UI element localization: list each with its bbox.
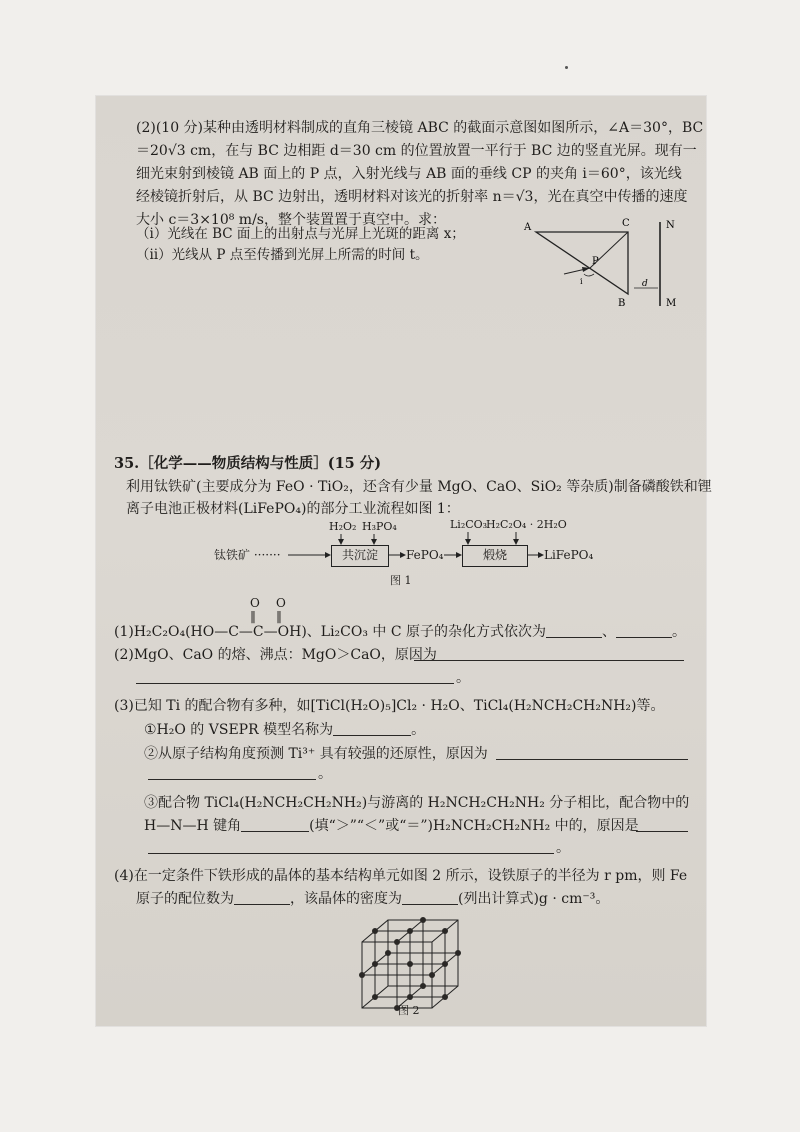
q3a-stem: ①H₂O 的 VSEPR 模型名称为 bbox=[144, 722, 334, 738]
p2-line-5: 大小 c＝3×10⁸ m/s，整个装置置于真空中。求： bbox=[136, 212, 446, 228]
flow-box-calcine: 煅烧 bbox=[462, 545, 528, 567]
crystal-cell-figure bbox=[352, 914, 472, 1014]
p35-header: 35.［化学——物质结构与性质］(15 分) bbox=[114, 455, 382, 472]
flow-lifepo4: LiFePO₄ bbox=[544, 548, 594, 562]
q4-stem-b: ，该晶体的密度为 bbox=[290, 891, 402, 907]
label-A: A bbox=[524, 222, 532, 233]
speck bbox=[565, 66, 568, 69]
flow-reagent-h3po4: H₃PO₄ bbox=[362, 520, 397, 533]
q3b-stem: ②从原子结构角度预测 Ti³⁺ 具有较强的还原性，原因为 bbox=[144, 746, 488, 762]
struct-bond2: ‖ bbox=[276, 609, 282, 623]
q1-separator: 、 bbox=[602, 624, 617, 640]
flow-reagent-li2co3: Li₂CO₃ bbox=[450, 518, 488, 531]
q3c-answer-line-1[interactable] bbox=[636, 831, 688, 832]
label-P: P bbox=[592, 256, 599, 267]
q3a-answer[interactable] bbox=[333, 721, 411, 736]
flow-reagent-oxalic: H₂C₂O₄ · 2H₂O bbox=[486, 518, 567, 531]
q3c-stem-a: H—N—H 键角 bbox=[144, 818, 242, 834]
flow-box-coprecipitate: 共沉淀 bbox=[331, 545, 389, 567]
q3-text: (3)已知 Ti 的配合物有多种，如[TiCl(H₂O)₅]Cl₂ · H₂O、TiCl₄(H₂NCH₂CH₂NH₂)等。 bbox=[114, 698, 665, 714]
q2-text bbox=[114, 645, 437, 665]
q3c-line-2 bbox=[144, 816, 639, 836]
q1-answer-2[interactable] bbox=[616, 623, 672, 638]
q3b-answer-line-2[interactable] bbox=[148, 779, 316, 780]
q4-stem-c: (列出计算式)g · cm⁻³。 bbox=[458, 891, 610, 907]
q1-text bbox=[114, 622, 686, 642]
label-M: M bbox=[666, 298, 677, 309]
p2-line-3: 细光束射到棱镜 AB 面上的 P 点，入射光线与 AB 面的垂线 CP 的夹角 i＝60°，该光线 bbox=[136, 166, 682, 182]
label-B: B bbox=[618, 298, 626, 309]
fig1-caption: 图 1 bbox=[390, 574, 412, 587]
p2-line-4: 经棱镜折射后，从 BC 边射出，透明材料对该光的折射率 n＝√3，光在真空中传播的速度 bbox=[136, 189, 688, 205]
q2-end: 。 bbox=[456, 670, 470, 686]
q4-line-2 bbox=[136, 889, 609, 909]
q4-line-1: (4)在一定条件下铁形成的晶体的基本结构单元如图 2 所示，设铁原子的半径为 r pm，则 Fe bbox=[114, 868, 688, 884]
q3a-end: 。 bbox=[411, 722, 426, 738]
p2-line-2: ＝20√3 cm，在与 BC 边相距 d＝30 cm 的位置放置一平行于 BC 边的竖直光屏。现有一 bbox=[136, 143, 697, 159]
q1-answer-1[interactable] bbox=[546, 623, 602, 638]
flow-reagent-h2o2: H₂O₂ bbox=[329, 520, 357, 533]
struct-o1: O bbox=[250, 596, 260, 610]
fig2-caption: 图 2 bbox=[398, 1004, 420, 1017]
q3c-line-1: ③配合物 TiCl₄(H₂NCH₂CH₂NH₂)与游离的 H₂NCH₂CH₂NH₂ 分子相比，配合物中的 bbox=[144, 795, 690, 811]
q3b-answer-line-1[interactable] bbox=[496, 759, 688, 760]
q1-stem: (1)H₂C₂O₄(HO—C—C—OH)、Li₂CO₃ 中 C 原子的杂化方式依次为 bbox=[114, 624, 547, 640]
label-N: N bbox=[666, 220, 675, 231]
struct-bond1: ‖ bbox=[250, 609, 256, 623]
p35-intro-2: 离子电池正极材料(LiFePO₄)的部分工业流程如图 1： bbox=[126, 501, 460, 517]
q3b-text bbox=[144, 744, 488, 764]
q3c-answer-line-2[interactable] bbox=[148, 853, 554, 854]
p2-question-2: （ⅱ）光线从 P 点至传播到光屏上所需的时间 t。 bbox=[136, 247, 429, 263]
p2-line-1: (2)(10 分)某种由透明材料制成的直角三棱镜 ABC 的截面示意图如图所示，∠A＝30°，BC bbox=[136, 120, 704, 136]
label-i: i bbox=[580, 277, 583, 286]
q3a-text bbox=[144, 720, 425, 740]
q4-stem-a: 原子的配位数为 bbox=[136, 891, 234, 907]
flow-fepo4: FePO₄ bbox=[406, 548, 444, 562]
q3c-end: 。 bbox=[556, 840, 570, 856]
p35-intro-1: 利用钛铁矿(主要成分为 FeO · TiO₂，还含有少量 MgO、CaO、SiO₂ 等杂质)制备磷酸铁和锂 bbox=[126, 479, 712, 495]
p2-question-1: （ⅰ）光线在 BC 面上的出射点与光屏上光斑的距离 x； bbox=[136, 226, 465, 242]
label-d: d bbox=[642, 279, 648, 289]
q3c-stem-b: (填“＞”“＜”或“＝”)H₂NCH₂CH₂NH₂ 中的，原因是 bbox=[309, 818, 639, 834]
q4-answer-coordination[interactable] bbox=[234, 890, 290, 905]
flow-arrows bbox=[96, 96, 706, 596]
q1-end: 。 bbox=[672, 624, 687, 640]
label-C: C bbox=[622, 218, 630, 229]
q3c-answer-compare[interactable] bbox=[241, 817, 309, 832]
q2-answer-line-2[interactable] bbox=[136, 683, 454, 684]
struct-o2: O bbox=[276, 596, 286, 610]
exam-page bbox=[96, 96, 712, 1026]
flow-start: 钛铁矿 ······· bbox=[214, 548, 281, 562]
q2-answer-line-1[interactable] bbox=[414, 660, 684, 661]
q4-answer-density[interactable] bbox=[402, 890, 458, 905]
q3b-end: 。 bbox=[318, 766, 332, 782]
q2-stem: (2)MgO、CaO 的熔、沸点：MgO＞CaO，原因为 bbox=[114, 647, 437, 663]
